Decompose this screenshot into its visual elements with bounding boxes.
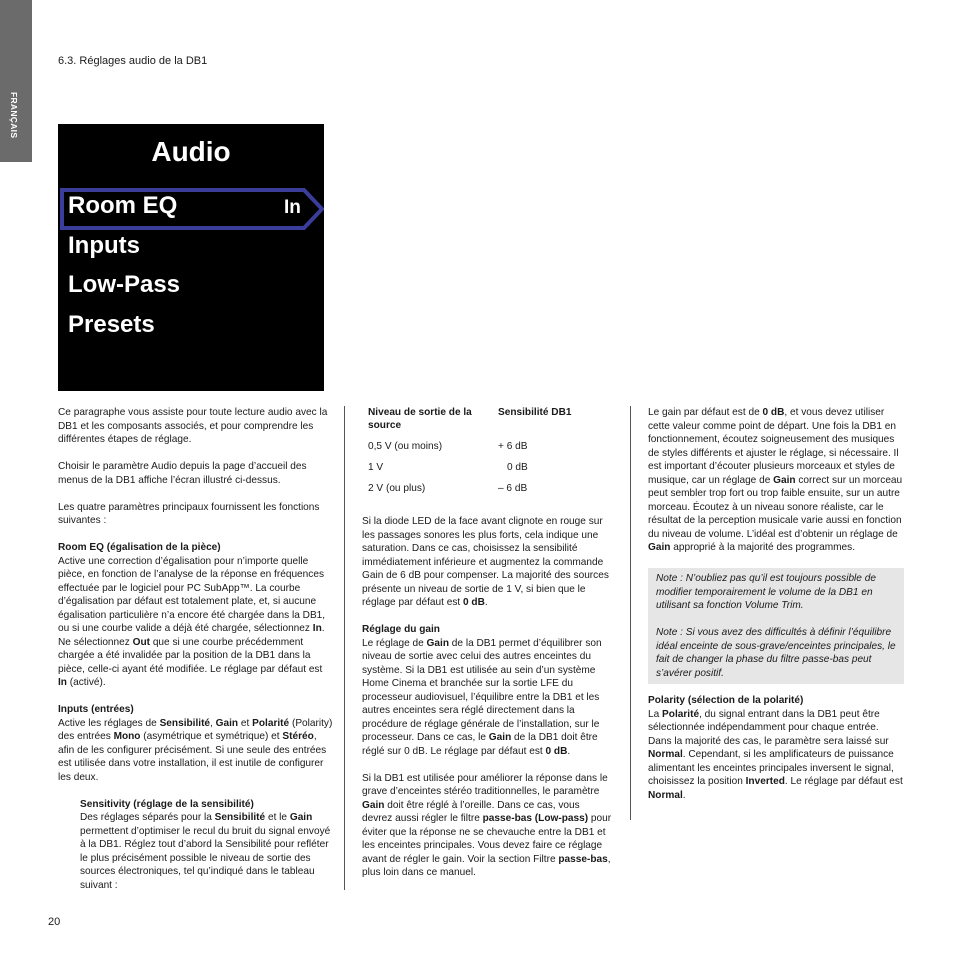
section-title: 6.3. Réglages audio de la DB1 [58,55,208,67]
note-2: Note : Si vous avez des difficultés à définir l’équilibre idéal enceinte de sous-grave/enceintes principales, le fait de changer la phase du filtre passe-bas peut s’avérer positif. [656,627,896,679]
sensitivity-table [368,406,588,503]
menu-item-room-eq [60,188,322,228]
table-row [368,482,588,503]
table-row [368,440,588,461]
table-cell: + 6 dB [498,441,528,452]
table-cell: 0,5 V (ou moins) [368,441,443,452]
inputs-heading: Inputs (entrées) [58,704,134,715]
language-tab [0,0,32,162]
table-header-row [368,406,588,440]
menu-item-inputs: Inputs [68,232,140,259]
polarity-heading: Polarity (sélection de la polarité) [648,695,804,706]
stereo-paragraph: Si la DB1 est utilisée pour améliorer la réponse dans le grave d’enceintes stéréo traditionnelles, le paramètre Gain doit être réglé à l’oreille. Dans ce cas, vous devrez aussi régler le filtre passe-bas (Low-pass) pour éviter que la réponse ne se chevauche entre la DB1 et les enceintes principales. Vous devez faire ce réglage avant de régler le gain. Voir la section Filtre passe-bas, plus loin dans ce manuel. [362,772,612,878]
menu-item-low-pass: Low-Pass [68,271,181,298]
intro-paragraph-3: Les quatre paramètres principaux fournissent les fonctions suivantes : [58,501,320,526]
gain-paragraph: Le réglage de Gain de la DB1 permet d’équilibrer son niveau de sortie avec celui des autres enceintes du système. Si la DB1 est utilisée au sein d’un système Home Cinema et branchée sur la sortie LFE du processeur audiovisuel, l’équilibre entre la DB1 et les autres enceintes sera réglé directement dans la procédure de réglage générale de l’installation, sur le processeur. Dans ce cas, le Gain de la DB1 doit être réglé sur 0 dB. Le réglage par défaut est 0 dB. [362,637,602,757]
sensitivity-paragraph: Des réglages séparés pour la Sensibilité et le Gain permettent d’optimiser le recul du bruit du signal envoyé à la DB1. Réglez tout d’abord la Sensibilité pour refléter le plus précisément possible le niveau de sortie des sources électroniques, tel qu’indiqué dans le tableau suivant : [80,812,331,891]
table-cell: 1 V [368,462,384,473]
audio-menu-screen [58,124,324,391]
polarity-paragraph: La Polarité, du signal entrant dans la DB1 peut être sélectionnée indépendamment pour chaque entrée. Dans la majorité des cas, le paramètre sera laissé sur Normal. Cependant, si les amplificateurs de puissance alimentant les enceintes principales inversent le signal, choisissez la position Inverted. Le réglage par défaut est Normal. [648,708,903,801]
table-row [368,461,588,482]
room-eq-paragraph: Active une correction d’égalisation pour n’importe quelle pièce, en fonction de l’analyse de la réponse en fréquences effectuée par le logiciel pour PC SubApp™. La courbe d’égalisation par défaut est totalement plate, et, si aucune égalisation particulière n’a encore été chargée dans la DB1, ou si une courbe valide a déjà été chargée, sélectionnez In. Ne sélectionnez Out que si une courbe précédemment chargée a été invalidée par la position de la DB1 dans la pièce, celle-ci ayant été modifiée. Le réglage par défaut est In (activé). [58,555,326,688]
note-box [648,568,904,684]
column-2 [362,406,612,893]
table-header-source: Niveau de sortie de la source [368,407,472,431]
column-divider-1 [344,406,345,890]
page-number: 20 [48,916,61,928]
room-eq-heading: Room EQ (égalisation de la pièce) [58,542,221,553]
table-cell: 2 V (ou plus) [368,483,426,494]
table-cell: – 6 dB [498,483,528,494]
gain-heading: Réglage du gain [362,624,440,635]
table-cell: 0 dB [507,462,528,473]
led-paragraph: Si la diode LED de la face avant clignote en rouge sur les passages sonores les plus forts, cela indique une saturation. Dans ce cas, choisissez la sensibilité immédiatement inférieure et augmentez la commande Gain de 6 dB pour compenser. La majorité des sources présente un niveau de sortie de 1 V, si bien que le réglage par défaut est 0 dB. [362,516,609,608]
language-tab-label: FRANÇAIS [9,92,19,139]
screen-title: Audio [151,136,231,167]
note-1: Note : N’oubliez pas qu’il est toujours possible de modifier temporairement le volume de la DB1 en utilisant sa fonction Volume Trim. [656,573,876,611]
menu-item-room-eq-value: In [284,197,301,218]
menu-item-room-eq-label: Room EQ [68,192,178,219]
menu-item-presets: Presets [68,311,155,338]
sensitivity-heading: Sensitivity (réglage de la sensibilité) [80,798,254,810]
intro-paragraph-1: Ce paragraphe vous assiste pour toute lecture audio avec la DB1 et les composants associés, et pour comprendre les différentes étapes de réglage. [58,407,328,445]
intro-paragraph-2: Choisir le paramètre Audio depuis la page d’accueil des menus de la DB1 affiche l’écran illustré ci-dessus. [58,461,307,486]
default-gain-paragraph: Le gain par défaut est de 0 dB, et vous devez utiliser cette valeur comme point de départ. Une fois la DB1 en fonctionnement, écoutez soigneusement des musiques de styles différents et ajuster le réglage, si nécessaire. Il est important d’écouter plusieurs morceaux et styles de musique, car un réglage de Gain correct sur un morceau peut sembler trop fort ou trop faible ensuite, sur un autre morceau. Écoutez à un niveau sonore réaliste, car le résultat de la perception musicale varie aussi en fonction du niveau de volume. L’idéal est d’obtenir un réglage de Gain approprié à la majorité des programmes. [648,407,903,553]
table-header-sensitivity: Sensibilité DB1 [498,407,572,418]
sensitivity-block [80,798,334,893]
column-3 [648,406,904,816]
column-1 [58,406,334,906]
column-divider-2 [630,406,631,820]
inputs-paragraph: Active les réglages de Sensibilité, Gain et Polarité (Polarity) des entrées Mono (asymétrique et symétrique) et Stéréo, afin de les configurer précisément. Si une seule des entrées est utilisée dans votre installation, il est inutile de configurer les deux. [58,717,333,783]
